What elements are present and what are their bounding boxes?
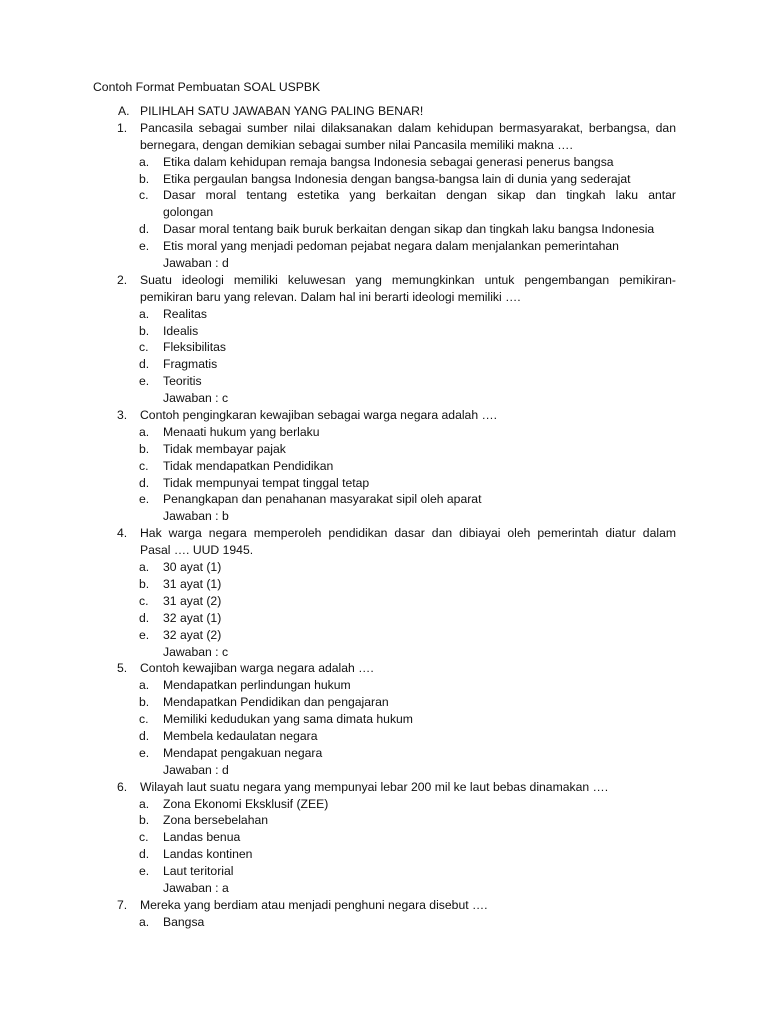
option-letter: a. [139,678,150,693]
answer-option [0,373,768,390]
question-number: 1. [117,120,128,135]
answer-key-text: Jawaban : d [163,762,229,777]
option-letter: c. [139,188,149,203]
option-text: Laut teritorial [163,864,234,879]
answer-key-text: Jawaban : c [163,391,229,406]
answer-key-text: Jawaban : b [163,509,229,524]
question-number: 5. [117,661,128,676]
option-text: Etika pergaulan bangsa Indonesia dengan bangsa-bangsa lain di dunia yang sederajat [163,171,631,186]
question-text: Mereka yang berdiam atau menjadi penghuni negara disebut …. [140,897,488,912]
answer-option [0,914,768,931]
option-text: Mendapatkan perlindungan hukum [163,678,351,693]
option-letter: b. [139,813,150,828]
question-number: 3. [117,408,128,423]
option-letter: c. [139,830,149,845]
answer-option [0,171,768,188]
option-text: 32 ayat (2) [163,627,222,642]
option-text: Menaati hukum yang berlaku [163,424,320,439]
option-text: 31 ayat (2) [163,593,222,608]
option-text: Zona bersebelahan [163,813,269,828]
answer-option [0,711,768,728]
answer-option [0,846,768,863]
option-letter: a. [139,306,150,321]
question-number: 4. [117,526,128,541]
option-letter: a. [139,560,150,575]
option-text: Dasar moral tentang baik buruk berkaitan dengan sikap dan tingkah laku bangsa Indonesia [163,222,655,237]
answer-option [0,745,768,762]
question-text: Wilayah laut suatu negara yang mempunyai lebar 200 mil ke laut bebas dinamakan …. [140,779,609,794]
option-text: Membela kedaulatan negara [163,728,318,743]
answer-key [0,255,768,272]
answer-option [0,610,768,627]
answer-option [0,154,768,171]
option-text: Dasar moral tentang estetika yang berkaitan dengan sikap dan tingkah laku antar [163,188,676,203]
question-text: Pancasila sebagai sumber nilai dilaksanakan dalam kehidupan bermasyarakat, berbangsa, dan [140,120,676,135]
option-text: 32 ayat (1) [163,610,222,625]
question-number: 6. [117,779,128,794]
document-title: Contoh Format Pembuatan SOAL USPBK [93,80,321,94]
option-text: Memiliki kedudukan yang sama dimata hukum [163,712,413,727]
answer-key-text: Jawaban : d [163,256,229,271]
question-line-continued [0,542,768,559]
answer-option [0,204,768,221]
answer-option [0,559,768,576]
answer-option [0,677,768,694]
question-line [0,272,768,289]
question-list [0,103,768,931]
option-letter: d. [139,475,150,490]
answer-option [0,796,768,813]
answer-key-text: Jawaban : a [163,880,229,895]
option-letter: b. [139,323,150,338]
section-title: PILIHLAH SATU JAWABAN YANG PALING BENAR! [140,104,424,118]
question-number: 2. [117,272,128,287]
question-text: Suatu ideologi memiliki keluwesan yang memungkinkan untuk pengembangan pemikiran- [140,272,676,287]
option-text: 30 ayat (1) [163,560,222,575]
option-text: Mendapat pengakuan negara [163,745,323,760]
answer-key [0,508,768,525]
option-text: Tidak mendapatkan Pendidikan [163,458,334,473]
option-letter: d. [139,357,150,372]
answer-option [0,728,768,745]
answer-option [0,863,768,880]
answer-option [0,187,768,204]
option-letter: b. [139,576,150,591]
option-text: Tidak membayar pajak [163,441,286,456]
option-letter: d. [139,222,150,237]
option-text: Zona Ekonomi Eksklusif (ZEE) [163,796,329,811]
option-text: Teoritis [163,374,202,389]
answer-option [0,458,768,475]
option-letter: c. [139,712,149,727]
question-line-continued [0,289,768,306]
answer-option [0,221,768,238]
section-marker: A. [118,104,130,118]
option-letter: c. [139,458,149,473]
option-letter: c. [139,340,149,355]
question-line [0,407,768,424]
question-text: Contoh pengingkaran kewajiban sebagai warga negara adalah …. [140,408,498,423]
answer-option [0,812,768,829]
option-text: Etis moral yang menjadi pedoman pejabat negara dalam menjalankan pemerintahan [163,239,619,254]
option-letter: e. [139,492,150,507]
question-text: Pasal …. UUD 1945. [140,543,254,558]
question-text: pemikiran baru yang relevan. Dalam hal ini berarti ideologi memiliki …. [140,289,521,304]
question-text: Hak warga negara memperoleh pendidikan dasar dan dibiayai oleh pemerintah diatur dalam [140,526,676,541]
question-text: bernegara, dengan demikian sebagai sumber nilai Pancasila memiliki makna …. [140,137,573,152]
option-letter: a. [139,796,150,811]
answer-key [0,880,768,897]
option-letter: d. [139,610,150,625]
option-letter: d. [139,728,150,743]
question-line-continued [0,137,768,154]
option-text: Etika dalam kehidupan remaja bangsa Indonesia sebagai generasi penerus bangsa [163,154,614,169]
option-text: Fleksibilitas [163,340,226,355]
answer-option [0,238,768,255]
question-line [0,525,768,542]
option-letter: b. [139,171,150,186]
option-text: Realitas [163,306,208,321]
question-line [0,660,768,677]
question-line [0,779,768,796]
option-letter: e. [139,374,150,389]
answer-option [0,593,768,610]
question-text: Contoh kewajiban warga negara adalah …. [140,661,374,676]
answer-option [0,424,768,441]
option-text: golongan [163,205,214,220]
option-text: Landas kontinen [163,847,253,862]
answer-key [0,762,768,779]
question-line [0,120,768,137]
question-number: 7. [117,897,128,912]
option-letter: e. [139,864,150,879]
answer-option [0,627,768,644]
section-heading [0,103,768,120]
answer-option [0,475,768,492]
option-text: Mendapatkan Pendidikan dan pengajaran [163,695,389,710]
option-text: Bangsa [163,914,205,929]
option-text: 31 ayat (1) [163,576,222,591]
option-letter: a. [139,914,150,929]
answer-option [0,356,768,373]
option-letter: e. [139,239,150,254]
answer-option [0,576,768,593]
answer-option [0,491,768,508]
option-text: Fragmatis [163,357,218,372]
answer-option [0,306,768,323]
option-letter: e. [139,745,150,760]
option-letter: b. [139,441,150,456]
question-line [0,897,768,914]
answer-option [0,694,768,711]
answer-option [0,323,768,340]
option-letter: b. [139,695,150,710]
option-text: Penangkapan dan penahanan masyarakat sipil oleh aparat [163,492,482,507]
option-letter: a. [139,424,150,439]
option-text: Landas benua [163,830,241,845]
answer-key [0,390,768,407]
option-text: Idealis [163,323,199,338]
answer-option [0,441,768,458]
answer-option [0,829,768,846]
answer-key [0,644,768,661]
option-letter: c. [139,593,149,608]
option-letter: d. [139,847,150,862]
answer-option [0,339,768,356]
option-text: Tidak mempunyai tempat tinggal tetap [163,475,370,490]
answer-key-text: Jawaban : c [163,644,229,659]
option-letter: a. [139,154,150,169]
option-letter: e. [139,627,150,642]
